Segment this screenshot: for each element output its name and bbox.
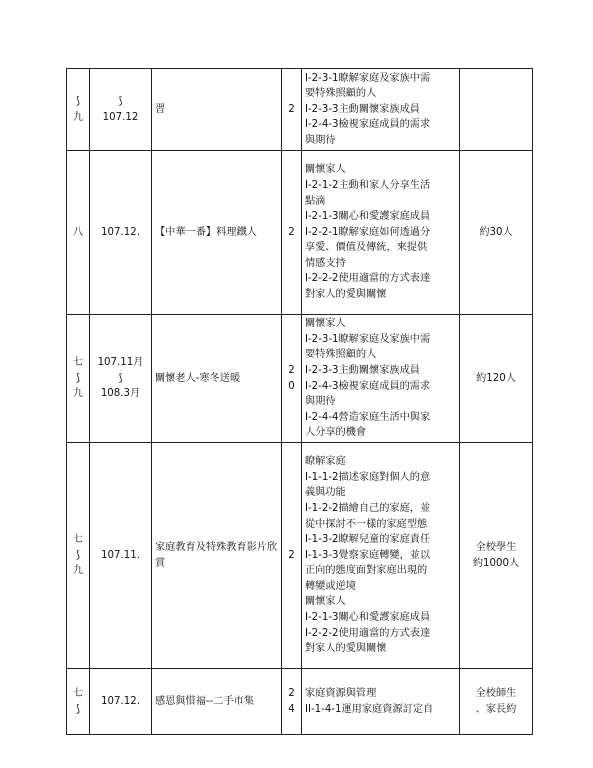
indicator-cell-line: 關懷家人 <box>305 318 346 330</box>
participants-cell <box>460 669 533 735</box>
table-row <box>67 69 533 151</box>
indicator-cell-line: I-2-2-1瞭解家庭如何透過分 <box>305 226 431 238</box>
date-cell-line: ⟆ <box>118 372 123 384</box>
hours-cell <box>282 315 302 443</box>
activity-title: 關懷老人-寒冬送暖 <box>152 315 282 443</box>
table-row <box>67 151 533 315</box>
indicator-cell-line: 人分享的機會 <box>305 427 367 439</box>
indicator-cell-line: 瞭解家庭 <box>305 456 346 468</box>
hours-cell <box>282 151 302 315</box>
date-cell-line: 108.3月 <box>100 388 141 400</box>
table-row <box>67 669 533 735</box>
indicator-cell-line: 義與功能 <box>305 487 346 499</box>
participants-cell-line: 全校師生 <box>475 687 517 699</box>
participants-cell-line: 、家長約 <box>475 703 517 715</box>
hours-cell-line: 2 <box>288 103 295 115</box>
grade-cell <box>67 443 90 669</box>
grade-cell-line: 七 <box>72 357 84 369</box>
date-cell <box>90 315 152 443</box>
date-cell-line: 107.11. <box>101 549 140 561</box>
hours-cell <box>282 443 302 669</box>
participants-cell <box>460 69 533 151</box>
indicator-cell-line: I-2-4-3檢視家庭成員的需求 <box>305 119 431 131</box>
grade-cell <box>67 315 90 443</box>
grade-cell-line: 九 <box>72 111 84 123</box>
indicator-cell-line: I-2-4-4營造家庭生活中與家 <box>305 411 431 423</box>
grade-cell <box>67 69 90 151</box>
indicator-cell-line: I-2-3-1瞭解家庭及家族中需 <box>305 72 431 84</box>
indicator-cell <box>302 151 460 315</box>
date-cell <box>90 669 152 735</box>
indicator-cell-line: I-2-1-3關心和愛護家庭成員 <box>305 211 431 223</box>
indicator-cell-line: I-1-1-2描述家庭對個人的意 <box>305 471 431 483</box>
indicator-cell-line: I-1-3-2瞭解兒童的家庭責任 <box>305 534 431 546</box>
indicator-cell-line: 關懷家人 <box>305 164 346 176</box>
activity-title: 【中華一番】料理鐵人 <box>152 151 282 315</box>
indicator-cell-line: 與期待 <box>305 134 336 146</box>
hours-cell <box>282 69 302 151</box>
hours-cell-line: 2 <box>288 687 295 699</box>
indicator-cell-line: I-2-3-3主動關懷家族成員 <box>305 103 420 115</box>
indicator-cell-line: 正向的態度面對家庭出現的 <box>305 565 428 577</box>
date-cell-line: 107.12. <box>101 226 140 238</box>
grade-cell-line: ⟆ <box>76 703 80 715</box>
indicator-cell-line: 轉變或逆境 <box>305 580 356 592</box>
date-cell-line: 107.11月 <box>97 357 144 369</box>
indicator-cell-line: 關懷家人 <box>305 596 346 608</box>
grade-cell-line: 七 <box>72 534 84 546</box>
indicator-cell <box>302 69 460 151</box>
date-cell <box>90 443 152 669</box>
indicator-cell-line: 家庭資源與管理 <box>305 687 377 699</box>
indicator-cell-line: 對家人的愛與關懷 <box>305 289 387 301</box>
indicator-cell-line: 要特殊照顧的人 <box>305 349 377 361</box>
participants-cell <box>460 315 533 443</box>
grade-cell-line: ⟆ <box>76 549 80 561</box>
participants-cell <box>460 443 533 669</box>
participants-cell-line: 約120人 <box>476 372 516 384</box>
activity-title: 家庭教育及特殊教育影片欣賞 <box>152 443 282 669</box>
date-cell-line: ⟆ <box>118 95 123 107</box>
participants-cell <box>460 151 533 315</box>
date-cell <box>90 69 152 151</box>
indicator-cell-line: I-2-2-2使用適當的方式表達 <box>305 627 431 639</box>
activity-title: 感恩與惜福--二手市集 <box>152 669 282 735</box>
grade-cell-line: ⟆ <box>76 95 80 107</box>
indicator-cell-line: 對家人的愛與關懷 <box>305 643 387 655</box>
participants-cell-line: 約1000人 <box>472 557 520 569</box>
indicator-cell-line: I-2-2-2使用適當的方式表達 <box>305 273 431 285</box>
activity-table <box>66 68 533 735</box>
indicator-cell-line: I-2-1-2主動和家人分享生活 <box>305 179 431 191</box>
grade-cell-line: 八 <box>72 226 84 238</box>
indicator-cell-line: I-1-3-3覺察家庭轉變，並以 <box>305 549 431 561</box>
grade-cell-line: 九 <box>72 388 84 400</box>
table-row <box>67 443 533 669</box>
indicator-cell-line: 點滴 <box>305 195 326 207</box>
hours-cell-line: 4 <box>288 703 295 715</box>
hours-cell-line: 0 <box>288 380 295 392</box>
indicator-cell-line: I-2-3-1瞭解家庭及家族中需 <box>305 333 431 345</box>
indicator-cell-line: 情感支持 <box>305 257 346 269</box>
indicator-cell <box>302 443 460 669</box>
grade-cell <box>67 151 90 315</box>
indicator-cell <box>302 315 460 443</box>
indicator-cell-line: II-1-4-1運用家庭資源訂定自 <box>305 703 434 715</box>
indicator-cell-line: 享愛、價值及傳統，來提供 <box>305 242 428 254</box>
date-cell <box>90 151 152 315</box>
hours-cell-line: 2 <box>288 226 295 238</box>
indicator-cell-line: 與期待 <box>305 396 336 408</box>
indicator-cell <box>302 669 460 735</box>
grade-cell-line: 七 <box>72 687 84 699</box>
activity-title: 習 <box>152 69 282 151</box>
participants-cell-line: 約30人 <box>479 226 513 238</box>
table-row <box>67 315 533 443</box>
indicator-cell-line: I-2-4-3檢視家庭成員的需求 <box>305 380 431 392</box>
indicator-cell-line: I-1-2-2描繪自己的家庭，並 <box>305 502 431 514</box>
date-cell-line: 107.12. <box>101 695 140 707</box>
indicator-cell-line: I-2-1-3關心和愛護家庭成員 <box>305 612 431 624</box>
participants-cell-line: 全校學生 <box>475 541 517 553</box>
indicator-cell-line: 從中探討不一樣的家庭型態 <box>305 518 428 530</box>
grade-cell-line: 九 <box>72 565 84 577</box>
hours-cell-line: 2 <box>288 364 295 376</box>
indicator-cell-line: 要特殊照顧的人 <box>305 88 377 100</box>
hours-cell-line: 2 <box>288 549 295 561</box>
indicator-cell-line: I-2-3-3主動關懷家族成員 <box>305 364 420 376</box>
grade-cell <box>67 669 90 735</box>
date-cell-line: 107.12 <box>102 111 139 123</box>
grade-cell-line: ⟆ <box>76 372 80 384</box>
hours-cell <box>282 669 302 735</box>
